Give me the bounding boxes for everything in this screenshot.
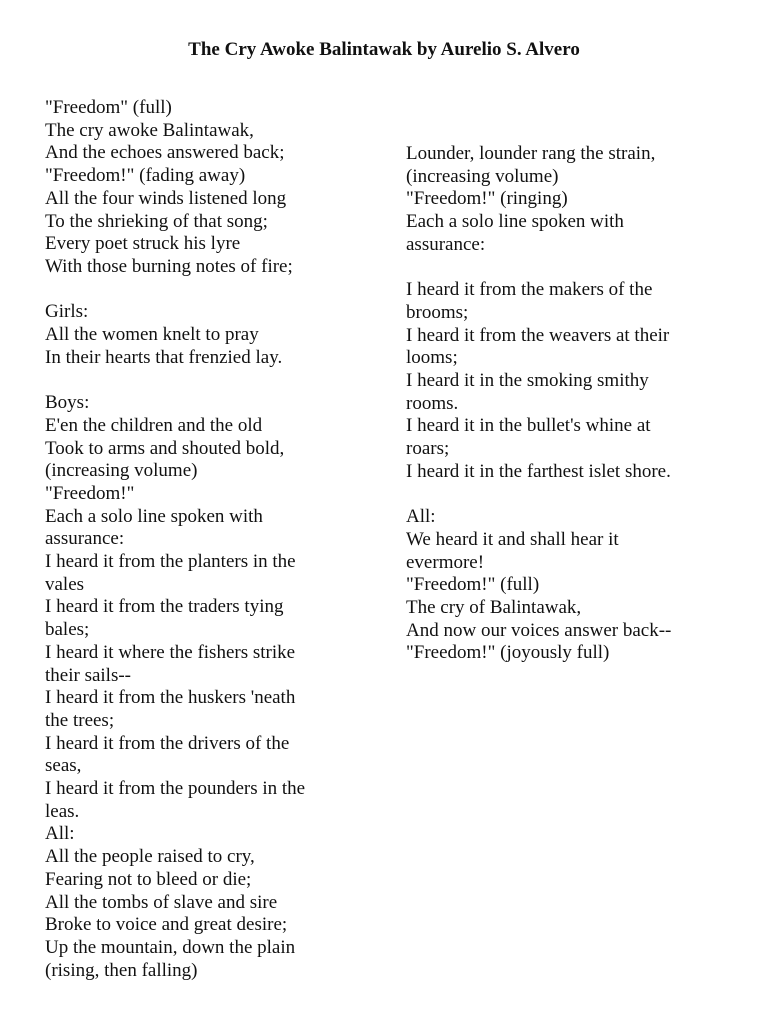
poem-line: Girls: — [45, 301, 89, 323]
poem-line: Lounder, lounder rang the strain, — [406, 143, 656, 164]
poem-line: I heard it from the weavers at their — [406, 324, 670, 346]
poem-line: (rising, then falling) — [45, 959, 198, 981]
poem-line: I heard it in the farthest islet shore. — [406, 460, 671, 482]
poem-line: I heard it from the huskers 'neath — [45, 687, 296, 709]
poem-line: All: — [406, 506, 436, 528]
poem-line: And now our voices answer back-- — [406, 619, 672, 641]
poem-line: I heard it in the bullet's whine at — [406, 415, 651, 437]
poem-line: I heard it in the smoking smithy — [406, 370, 649, 392]
poem-line: vales — [45, 573, 85, 595]
poem-line: "Freedom!" (joyously full) — [406, 642, 610, 664]
poem-line: assurance: — [406, 233, 486, 255]
poem-title: The Cry Awoke Balintawak by Aurelio S. Alvero — [188, 39, 580, 60]
poem-line: And the echoes answered back; — [45, 142, 285, 164]
poem-line: The cry awoke Balintawak, — [45, 119, 254, 141]
poem-line: I heard it where the fishers strike — [45, 641, 296, 663]
poem-line: brooms; — [406, 301, 469, 323]
poem-line: Up the mountain, down the plain — [45, 936, 296, 958]
poem-line: roars; — [406, 438, 450, 460]
poem-line: We heard it and shall hear it — [406, 528, 619, 550]
poem-line: Each a solo line spoken with — [45, 505, 263, 527]
poem-right-column — [406, 143, 746, 665]
stanza-gap — [45, 369, 375, 392]
poem-line: I heard it from the planters in the — [45, 551, 296, 573]
stanza-gap — [406, 484, 746, 507]
poem-line: I heard it from the drivers of the — [45, 732, 290, 754]
poem-left-column — [45, 97, 375, 982]
poem-line: their sails-- — [45, 664, 132, 686]
poem-line: All the women knelt to pray — [45, 324, 259, 346]
poem-line: "Freedom!" (ringing) — [406, 188, 568, 210]
poem-line: bales; — [45, 619, 90, 641]
poem-line: "Freedom!" — [45, 482, 135, 504]
poem-line: All the people raised to cry, — [45, 846, 255, 868]
poem-line: I heard it from the traders tying — [45, 596, 284, 618]
poem-line: All the four winds listened long — [45, 187, 287, 209]
poem-line: I heard it from the makers of the — [406, 279, 653, 301]
poem-line: Took to arms and shouted bold, — [45, 437, 285, 459]
poem-line: Fearing not to bleed or die; — [45, 868, 252, 890]
poem-line: With those burning notes of fire; — [45, 255, 293, 277]
poem-line: leas. — [45, 800, 80, 822]
poem-line: assurance: — [45, 528, 125, 550]
poem-line: All: — [45, 823, 75, 845]
poem-line: Each a solo line spoken with — [406, 211, 624, 233]
poem-line: rooms. — [406, 392, 459, 414]
poem-line: Broke to voice and great desire; — [45, 914, 288, 936]
poem-line: "Freedom!" (fading away) — [45, 165, 246, 187]
stanza-gap — [406, 257, 746, 280]
poem-line: evermore! — [406, 551, 485, 573]
poem-line: I heard it from the pounders in the — [45, 778, 306, 800]
poem-line: All the tombs of slave and sire — [45, 891, 278, 913]
stanza-gap — [45, 279, 375, 302]
poem-line: The cry of Balintawak, — [406, 597, 582, 619]
poem-line: To the shrieking of that song; — [45, 210, 268, 232]
poem-line: seas, — [45, 755, 82, 777]
poem-line: looms; — [406, 347, 458, 369]
poem-line: In their hearts that frenzied lay. — [45, 346, 283, 368]
poem-line: E'en the children and the old — [45, 414, 263, 436]
poem-line: (increasing volume) — [45, 460, 198, 482]
poem-line: the trees; — [45, 709, 115, 731]
poem-line: "Freedom" (full) — [45, 97, 172, 118]
poem-line: Every poet struck his lyre — [45, 233, 241, 255]
poem-line: (increasing volume) — [406, 165, 559, 187]
poem-line: "Freedom!" (full) — [406, 574, 540, 596]
poem-line: Boys: — [45, 392, 90, 414]
